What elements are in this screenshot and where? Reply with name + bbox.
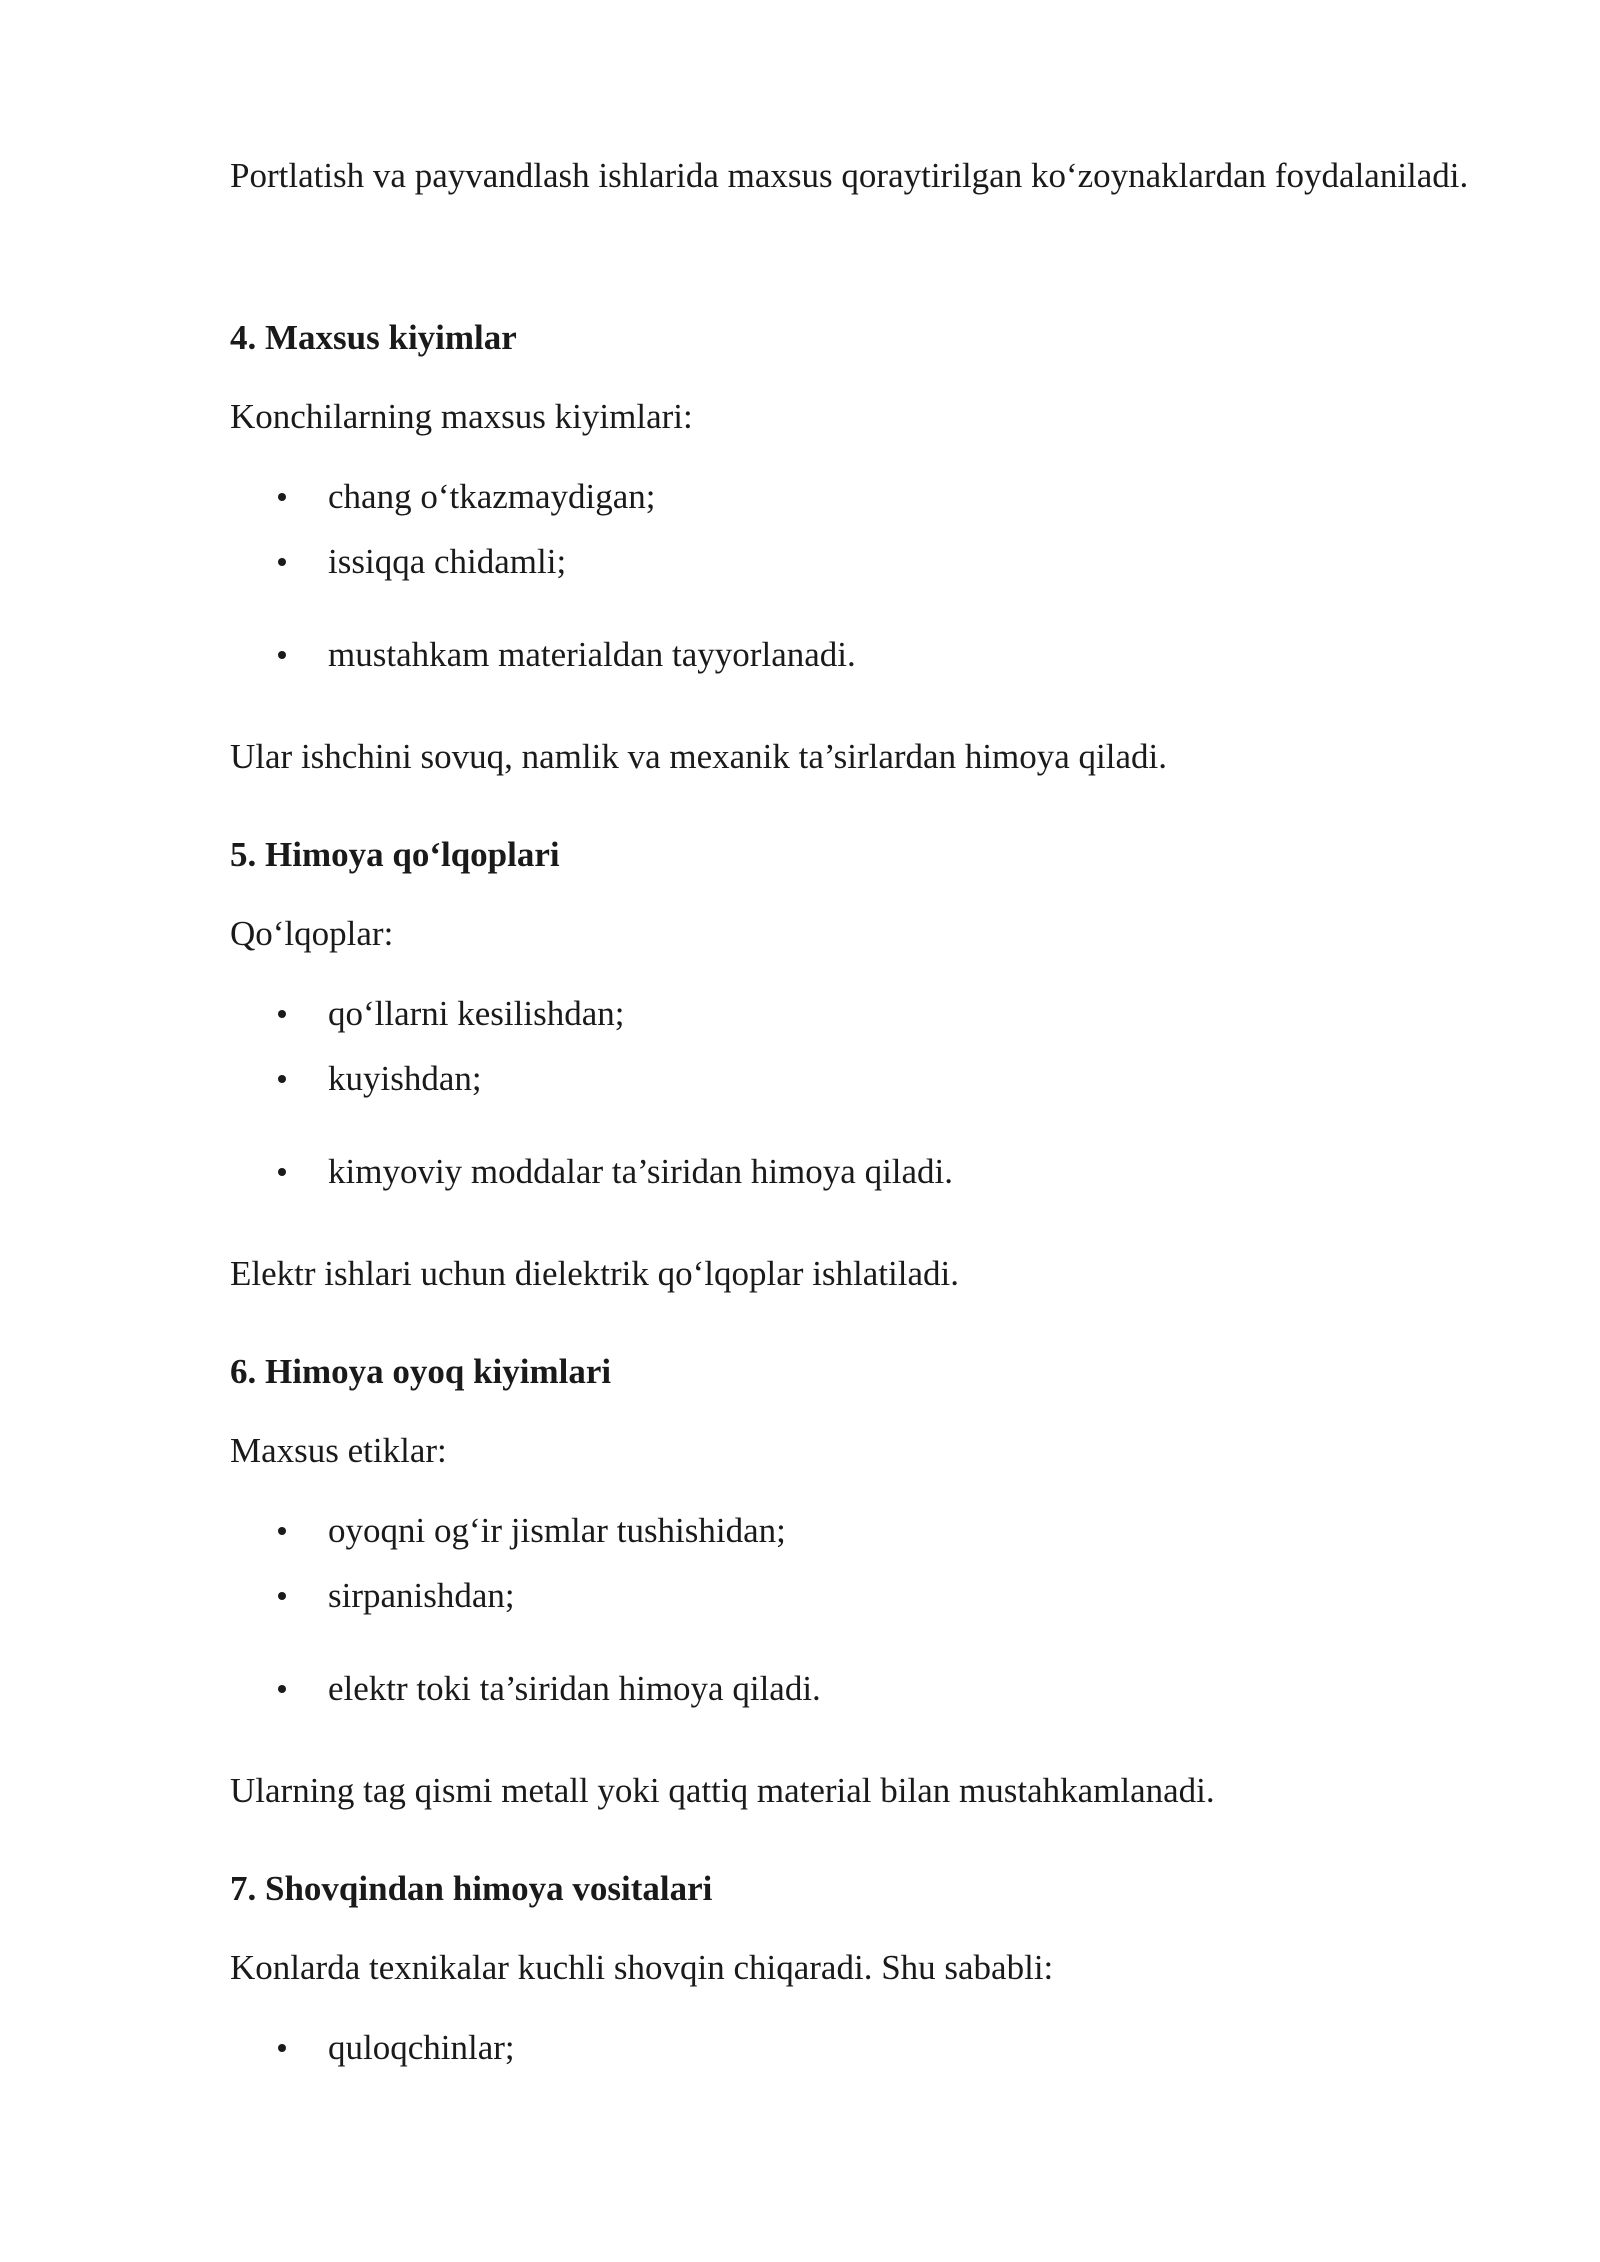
intro-paragraph: Portlatish va payvandlash ishlarida maxsus qoraytirilgan ko‘zoynaklardan foydalaniladi. [230, 156, 1469, 195]
section-lead-6: Maxsus etiklar: [230, 1431, 447, 1470]
bullet-icon [278, 1010, 286, 1018]
bullet-icon [278, 651, 286, 659]
bullet-icon [278, 558, 286, 566]
bullet-icon [278, 493, 286, 501]
section-note-5: Elektr ishlari uchun dielektrik qo‘lqoplar ishlatiladi. [230, 1254, 959, 1293]
bullet-icon [278, 1075, 286, 1083]
section-note-6: Ularning tag qismi metall yoki qattiq material bilan mustahkamlanadi. [230, 1771, 1215, 1810]
bullet-icon [278, 1168, 286, 1176]
bullet-icon [278, 2044, 286, 2052]
bullet-icon [278, 1527, 286, 1535]
document-page: Portlatish va payvandlash ishlarida maxsus qoraytirilgan ko‘zoynaklardan foydalaniladi. 4. Maxsus kiyimlar Konchilarning maxsus kiyimlari: chang o‘tkazmaydigan; issiqqa chidamli; mustahkam materialdan tayyorlanadi. Ular ishchini sovuq, namlik va mexanik ta’sirlardan himoya qiladi. 5. Himoya qo‘lqoplari Qo‘lqoplar: qo‘llarni kesilishdan; kuyishdan; kimyoviy moddalar ta’siridan himoya qiladi. Elektr ishlari uchun dielektrik qo‘lqoplar ishlatiladi. 6. Himoya oyoq kiyimlari Maxsus etiklar: oyoqni og‘ir jismlar tushishidan; sirpanishdan; elektr toki ta’siridan himoya qiladi. Ularning tag qismi metall yoki qattiq material bilan mustahkamlanadi. 7. Shovqindan himoya vositalari Konlarda texnikalar kuchli shovqin chiqaradi. Shu sababli: quloqchinlar; [0, 0, 1600, 2262]
section-lead-7: Konlarda texnikalar kuchli shovqin chiqaradi. Shu sababli: [230, 1948, 1054, 1987]
section-lead-5: Qo‘lqoplar: [230, 914, 394, 953]
section-note-4: Ular ishchini sovuq, namlik va mexanik ta’sirlardan himoya qiladi. [230, 737, 1168, 776]
bullet-icon [278, 1592, 286, 1600]
section-heading-4: 4. Maxsus kiyimlar [230, 318, 517, 357]
section-heading-7: 7. Shovqindan himoya vositalari [230, 1869, 713, 1908]
section-heading-5: 5. Himoya qo‘lqoplari [230, 835, 560, 874]
section-heading-6: 6. Himoya oyoq kiyimlari [230, 1352, 612, 1391]
section-lead-4: Konchilarning maxsus kiyimlari: [230, 397, 693, 436]
bullet-icon [278, 1685, 286, 1693]
